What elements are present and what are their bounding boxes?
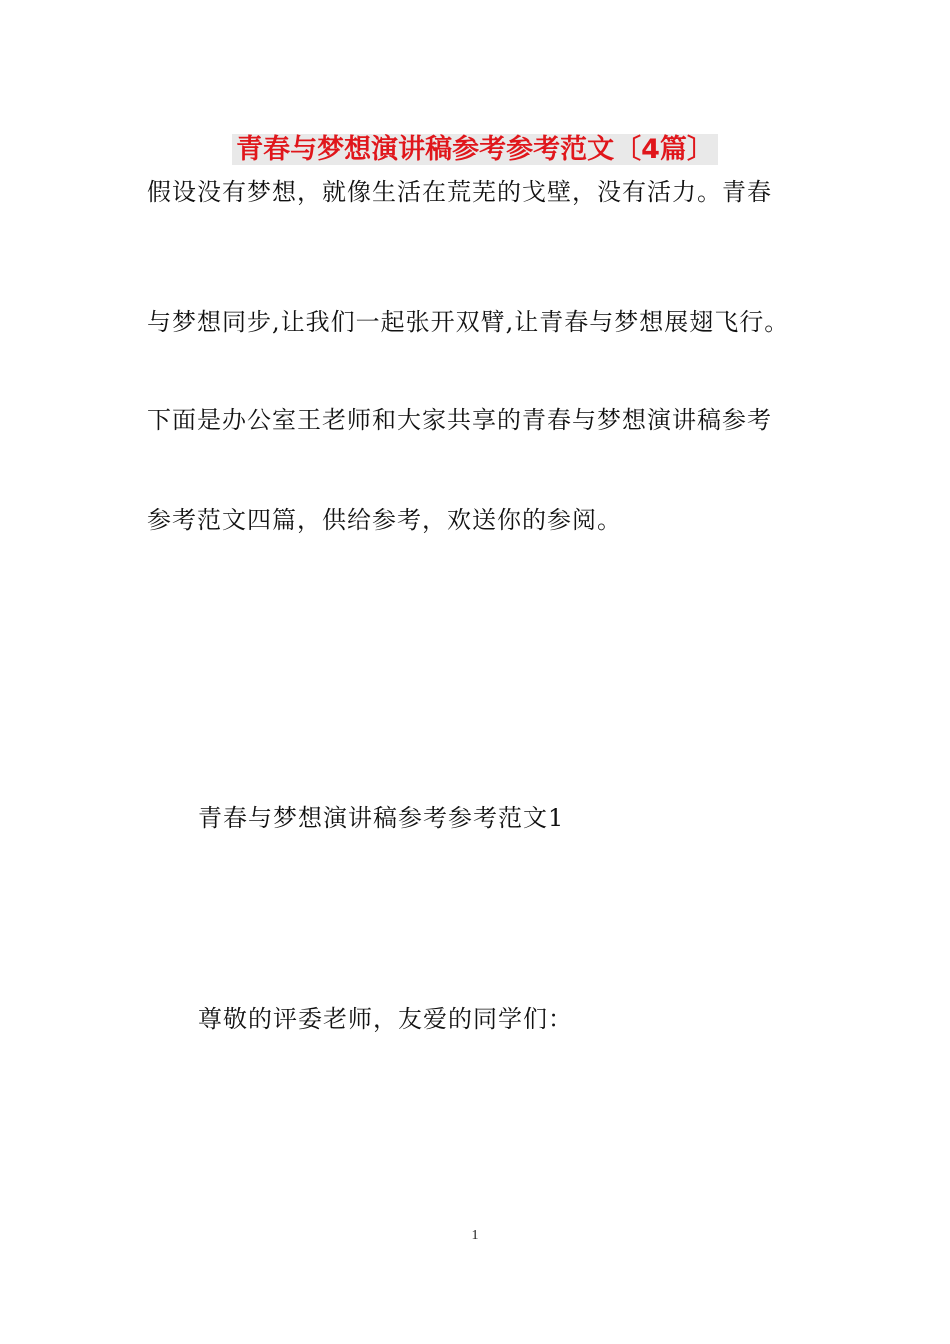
intro-line-3: 下面是办公室王老师和大家共享的青春与梦想演讲稿参考 xyxy=(147,406,772,434)
intro-line-4: 参考范文四篇，供给参考，欢送你的参阅。 xyxy=(147,506,622,534)
salutation: 尊敬的评委老师，友爱的同学们： xyxy=(198,1005,573,1033)
document-title xyxy=(0,128,950,172)
document-title-text: 青春与梦想演讲稿参考参考范文〔4篇〕 xyxy=(232,134,718,165)
section-heading: 青春与梦想演讲稿参考参考范文1 xyxy=(198,804,565,832)
page-number: 1 xyxy=(471,1228,479,1243)
intro-line-2: 与梦想同步,让我们一起张开双臂,让青春与梦想展翅飞行。 xyxy=(147,308,790,336)
intro-line-1: 假设没有梦想，就像生活在荒芜的戈壁，没有活力。青春 xyxy=(147,178,772,206)
